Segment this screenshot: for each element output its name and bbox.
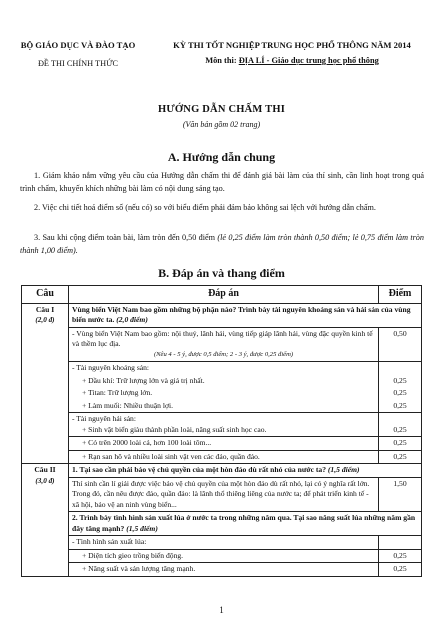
- answer-note: (Nêu 4 - 5 ý, được 0,5 điểm; 2 - 3 ý, được 0,25 điểm): [153, 350, 294, 358]
- answer-cell: [69, 437, 379, 451]
- header-right: [150, 38, 434, 68]
- col-header-diem: Điểm: [379, 286, 422, 304]
- official-label: ĐỀ THI CHÍNH THỨC: [37, 59, 119, 68]
- table-row: [22, 563, 422, 577]
- answer-cell: [69, 536, 379, 550]
- table-row: [22, 512, 422, 536]
- paragraph-1: 1. Giám khảo nắm vững yêu cầu của Hướng dẫn chấm thi để đánh giá bài làm của thí sinh, cần linh hoạt trong quá trình chấm, khuyến khích những bài làm có nội dung sáng tạo.: [20, 171, 424, 193]
- score-value: 0,25: [393, 424, 407, 434]
- question-1-text: [69, 303, 422, 327]
- score-cell: 0,25: [379, 549, 422, 563]
- answer-text: + Làm muối: Nhiều thuận lợi.: [82, 400, 173, 410]
- answer-cell: [69, 375, 379, 388]
- subject-label: Môn thi:: [205, 56, 237, 65]
- answer-text: + Dầu khí: Trữ lượng lớn và giá trị nhất.: [82, 375, 205, 385]
- score-cell: 0,25: [379, 375, 422, 388]
- question-2-2-prompt: 2. Trình bày tình hình sản xuất lúa ở nước ta trong những năm qua. Tại sao năng suất lúa những năm gần đây tăng mạnh?: [72, 513, 416, 533]
- answer-text: - Tình hình sản xuất lúa:: [72, 537, 147, 546]
- paragraph-3-main: 3. Sau khi cộng điểm toàn bài, làm tròn đến 0,50 điểm: [34, 233, 218, 242]
- question-1-prompt-points: (2,0 điểm): [116, 315, 148, 324]
- exam-name: KỲ THI TỐT NGHIỆP TRUNG HỌC PHỔ THÔNG NĂM 2014: [173, 40, 411, 50]
- document-subtitle: (Văn bản gồm 02 trang): [182, 120, 261, 129]
- paragraph-3-note: (lẻ 0,25 điểm làm tròn thành 0,50 điểm; lẻ 0,75 điểm làm tròn thành 1,00 điểm).: [20, 233, 424, 255]
- section-a-heading: A. Hướng dẫn chung: [167, 150, 276, 164]
- answer-text: + Diện tích gieo trồng biến động.: [82, 550, 184, 560]
- score-cell: [379, 536, 422, 550]
- question-2-2-points: (1,5 điểm): [126, 523, 158, 533]
- question-2-cell: [22, 464, 69, 577]
- question-1-cell: [22, 303, 69, 464]
- col-header-dapan: Đáp án: [69, 286, 379, 304]
- question-2-2-text: [69, 512, 422, 536]
- score-cell: 0,25: [379, 387, 422, 400]
- table-row: [22, 387, 422, 400]
- score-cell: [379, 413, 422, 437]
- question-2-1-prompt: 1. Tại sao cần phải bảo vệ chủ quyền của một hòn đảo dù rất nhỏ của nước ta?: [72, 465, 326, 474]
- score-cell: 0,50: [379, 327, 422, 362]
- score-cell: 0,25: [379, 450, 422, 464]
- answer-text: + Titan: Trữ lượng lớn.: [82, 388, 153, 397]
- score-cell: 0,25: [379, 437, 422, 451]
- table-row: [22, 327, 422, 362]
- table-row: [22, 536, 422, 550]
- table-row: [22, 437, 422, 451]
- header-left: [14, 38, 142, 71]
- col-header-cau: Câu: [22, 286, 69, 304]
- score-cell: [379, 362, 422, 375]
- answer-cell: [69, 563, 379, 577]
- question-2-1-text: [69, 464, 422, 478]
- table-row: [22, 362, 422, 375]
- question-1-label: Câu I: [35, 304, 55, 314]
- answer-text: + Có trên 2000 loài cá, hơn 100 loài tôm...: [82, 438, 212, 447]
- table-row: [22, 413, 422, 437]
- answer-cell: [69, 450, 379, 464]
- subject-value: ĐỊA LÍ - Giáo dục trung học phổ thông: [238, 56, 379, 65]
- table-row: [22, 375, 422, 388]
- table-row: [22, 477, 422, 512]
- paragraph-3: [20, 232, 424, 257]
- answer-text: + Năng suất và sản lượng tăng mạnh.: [82, 564, 196, 573]
- table-row: [22, 549, 422, 563]
- score-cell: 0,25: [379, 400, 422, 413]
- score-cell: 0,25: [379, 563, 422, 577]
- question-1-points: (2,0 đ): [35, 316, 55, 324]
- answer-text: + Sinh vật biển giàu thành phần loài, năng suất sinh học cao.: [82, 424, 267, 434]
- answer-text: - Vùng biển Việt Nam bao gồm: nội thuỷ, lãnh hải, vùng tiếp giáp lãnh hải, vùng đặc quyền kinh tế và thềm lục địa.: [72, 328, 373, 348]
- table-header-row: [22, 286, 422, 304]
- question-2-points: (3,0 đ): [35, 476, 55, 485]
- answer-text: - Tài nguyên khoáng sản:: [72, 363, 150, 372]
- answer-cell: [69, 400, 379, 413]
- answer-cell: [69, 549, 379, 563]
- page-number: 1: [219, 605, 224, 615]
- table-row: [22, 464, 422, 478]
- answer-cell: Thí sinh cần lí giải được việc bảo vệ chủ quyền của một hòn đảo dù rất nhỏ, lại có ý nghĩa rất lớn. Trong đó, cần nêu được đảo, quần đảo: là lãnh thổ thiêng liêng của nước ta; để phát triển kinh tế - xã hội, bảo vệ an ninh vùng biển...: [69, 477, 379, 512]
- table-row: [22, 450, 422, 464]
- question-2-label: Câu II: [34, 465, 56, 474]
- subject-line: [150, 54, 434, 68]
- paragraph-2: 2. Việc chi tiết hoá điểm số (nếu có) so với biểu điểm phải đảm bảo không sai lệch với hướng dẫn chấm.: [34, 203, 376, 212]
- table-row: [22, 303, 422, 327]
- answer-cell: [69, 413, 379, 437]
- ministry-name: BỘ GIÁO DỤC VÀ ĐÀO TẠO: [20, 40, 136, 50]
- answer-text: - Tài nguyên hải sản:: [72, 414, 136, 423]
- document-title: HƯỚNG DẪN CHẤM THI: [158, 104, 285, 115]
- answer-cell: [69, 362, 379, 375]
- answer-cell: [69, 387, 379, 400]
- question-1-prompt: Vùng biển Việt Nam bao gồm những bộ phận nào? Trình bày tài nguyên khoáng sản và hải sản của vùng biển nước ta.: [72, 304, 411, 324]
- question-2-1-points: (1,5 điểm): [327, 465, 360, 474]
- score-cell: 1,50: [379, 477, 422, 512]
- answer-table: [21, 285, 422, 577]
- answer-text: + Rạn san hô và nhiều loài sinh vật ven các đảo, quần đảo.: [82, 451, 260, 461]
- answer-cell: [69, 327, 379, 362]
- table-row: [22, 400, 422, 413]
- section-b-heading: B. Đáp án và thang điểm: [158, 266, 285, 280]
